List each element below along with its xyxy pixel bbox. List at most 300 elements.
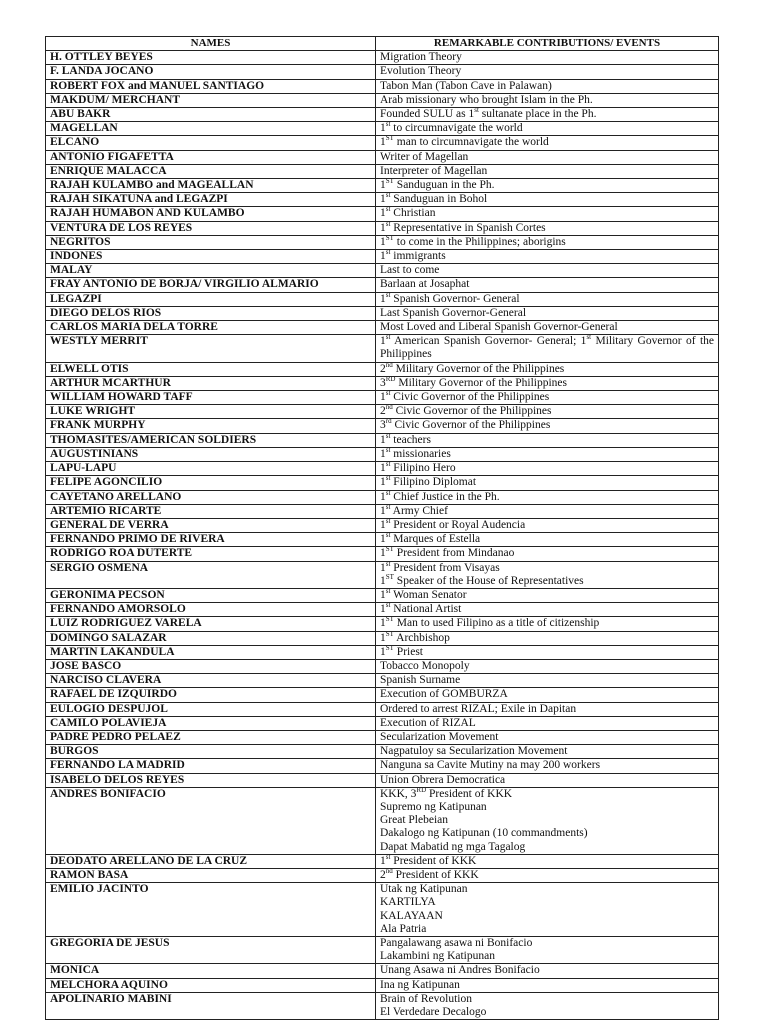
contribution-text: 1: [380, 433, 386, 446]
contribution-line: [380, 814, 714, 827]
contribution-text: Brain of Revolution: [380, 992, 472, 1005]
ordinal-suffix: st: [385, 447, 391, 455]
table-row: [46, 883, 719, 937]
contribution-cell: [376, 51, 719, 65]
contribution-cell: [376, 264, 719, 278]
contribution-text: 1: [380, 547, 386, 560]
contribution-text: 1: [380, 645, 386, 658]
contribution-text: Archbishop: [393, 631, 450, 644]
contribution-text: 1: [380, 518, 386, 531]
contribution-text: Army Chief: [390, 504, 448, 517]
contribution-line: [380, 419, 714, 432]
contribution-text: Tabon Man (Tabon Cave in Palawan): [380, 79, 552, 92]
contribution-text: teachers: [390, 433, 431, 446]
contribution-text: President or Royal Audencia: [390, 518, 526, 531]
contribution-line: [380, 278, 714, 291]
contribution-line: [380, 964, 714, 977]
contribution-line: [380, 562, 714, 575]
contribution-line: [380, 937, 714, 950]
table-row: [46, 631, 719, 645]
person-name: MAGELLAN: [46, 122, 376, 136]
ordinal-suffix: st: [586, 334, 592, 342]
table-row: [46, 937, 719, 964]
ordinal-suffix: ST: [385, 178, 394, 186]
contribution-cell: [376, 250, 719, 264]
contribution-cell: [376, 617, 719, 631]
person-name: WESTLY MERRIT: [46, 335, 376, 362]
contribution-text: Execution of RIZAL: [380, 716, 476, 729]
contribution-text: Barlaan at Josaphat: [380, 278, 470, 291]
contribution-text: Unang Asawa ni Andres Bonifacio: [380, 964, 540, 977]
ordinal-suffix: st: [385, 854, 391, 861]
table-row: [46, 490, 719, 504]
table-row: [46, 150, 719, 164]
ordinal-suffix: ST: [385, 645, 394, 652]
contribution-text: 1: [380, 250, 386, 263]
ordinal-suffix: st: [385, 292, 391, 299]
contribution-line: [380, 688, 714, 701]
contribution-cell: [376, 65, 719, 79]
contribution-cell: [376, 362, 719, 376]
contribution-text: missionaries: [390, 447, 451, 460]
table-row: [46, 306, 719, 320]
table-row: [46, 547, 719, 561]
person-name: RAJAH KULAMBO and MAGEALLAN: [46, 179, 376, 193]
contribution-cell: [376, 730, 719, 744]
contribution-cell: [376, 504, 719, 518]
table-row: [46, 207, 719, 221]
person-name: GENERAL DE VERRA: [46, 518, 376, 532]
contribution-line: [380, 774, 714, 787]
contribution-cell: [376, 773, 719, 787]
contribution-cell: [376, 391, 719, 405]
header-names: NAMES: [46, 37, 376, 51]
contribution-cell: [376, 659, 719, 673]
person-name: LUKE WRIGHT: [46, 405, 376, 419]
contribution-text: 2: [380, 362, 386, 375]
contribution-cell: [376, 854, 719, 868]
ordinal-suffix: st: [385, 532, 391, 540]
contribution-text: 1: [380, 136, 386, 149]
contribution-text: Great Plebeian: [380, 814, 449, 827]
table-row: [46, 108, 719, 122]
contribution-text: to circumnavigate the world: [390, 122, 523, 135]
table-row: [46, 659, 719, 673]
contribution-cell: [376, 702, 719, 716]
person-name: RAJAH HUMABON AND KULAMBO: [46, 207, 376, 221]
person-name: RAMON BASA: [46, 868, 376, 882]
contribution-line: [380, 883, 714, 896]
table-row: [46, 51, 719, 65]
ordinal-suffix: st: [385, 334, 391, 342]
contribution-text: KARTILYA: [380, 896, 436, 909]
contribution-line: [380, 993, 714, 1006]
contribution-text: 2: [380, 868, 386, 881]
table-row: [46, 221, 719, 235]
contribution-text: El Verdedare Decalogo: [380, 1006, 487, 1019]
ordinal-suffix: ST: [385, 631, 394, 638]
contribution-text: Civic Governor of the Philippines: [390, 391, 550, 404]
contribution-text: man to circumnavigate the world: [393, 136, 549, 149]
contribution-text: 1: [380, 335, 386, 348]
person-name: ROBERT FOX and MANUEL SANTIAGO: [46, 79, 376, 93]
ordinal-suffix: st: [385, 249, 391, 257]
person-name: FERNANDO AMORSOLO: [46, 603, 376, 617]
contribution-line: [380, 603, 714, 616]
contribution-text: Ina ng Katipunan: [380, 978, 460, 991]
contribution-text: President from Visayas: [390, 561, 500, 574]
contribution-line: [380, 207, 714, 220]
contribution-line: [380, 674, 714, 687]
contribution-cell: [376, 476, 719, 490]
person-name: ELWELL OTIS: [46, 362, 376, 376]
contribution-cell: [376, 603, 719, 617]
contribution-text: Last to come: [380, 264, 440, 277]
contribution-line: [380, 855, 714, 868]
contribution-cell: [376, 419, 719, 433]
table-row: [46, 136, 719, 150]
table-row: [46, 702, 719, 716]
contribution-cell: [376, 179, 719, 193]
contribution-text: 1: [380, 391, 386, 404]
table-row: [46, 674, 719, 688]
ordinal-suffix: st: [385, 588, 391, 596]
person-name: RAFAEL DE IZQUIRDO: [46, 688, 376, 702]
contribution-text: American Spanish Governor- General; 1: [390, 335, 587, 348]
contribution-text: National Artist: [390, 603, 462, 616]
contribution-cell: [376, 278, 719, 292]
contribution-text: Migration Theory: [380, 51, 462, 64]
contribution-cell: [376, 150, 719, 164]
contribution-cell: [376, 376, 719, 390]
contribution-text: 1: [380, 292, 386, 305]
person-name: VENTURA DE LOS REYES: [46, 221, 376, 235]
contribution-text: Military Governor of the Philippines: [380, 335, 714, 361]
contribution-text: Sanduguan in Bohol: [390, 193, 488, 206]
person-name: FERNANDO PRIMO DE RIVERA: [46, 533, 376, 547]
ordinal-suffix: ST: [385, 572, 394, 581]
contribution-text: Filipino Diplomat: [390, 476, 477, 489]
contribution-line: [380, 660, 714, 673]
ordinal-suffix: ST: [385, 546, 394, 554]
contribution-line: [380, 179, 714, 192]
table-row: [46, 868, 719, 882]
person-name: ISABELO DELOS REYES: [46, 773, 376, 787]
contribution-line: [380, 646, 714, 659]
table-row: [46, 716, 719, 730]
contribution-cell: [376, 93, 719, 107]
contribution-text: 1: [380, 207, 386, 220]
person-name: CAYETANO ARELLANO: [46, 490, 376, 504]
contribution-line: [380, 434, 714, 447]
person-name: ENRIQUE MALACCA: [46, 164, 376, 178]
person-name: EULOGIO DESPUJOL: [46, 702, 376, 716]
table-row: [46, 65, 719, 79]
person-name: LUIZ RODRIGUEZ VARELA: [46, 617, 376, 631]
contribution-line: [380, 363, 714, 376]
contribution-line: [380, 151, 714, 164]
table-row: [46, 391, 719, 405]
contribution-text: 1: [380, 235, 386, 248]
contribution-line: [380, 222, 714, 235]
contribution-line: [380, 80, 714, 93]
person-name: ANDRES BONIFACIO: [46, 787, 376, 854]
person-name: SERGIO OSMENA: [46, 561, 376, 588]
ordinal-suffix: nd: [385, 404, 393, 412]
person-name: CARLOS MARIA DELA TORRE: [46, 321, 376, 335]
table-row: [46, 164, 719, 178]
contribution-cell: [376, 759, 719, 773]
contribution-text: 1: [380, 504, 386, 517]
contribution-text: Woman Senator: [390, 588, 467, 601]
contribution-cell: [376, 787, 719, 854]
contribution-cell: [376, 235, 719, 249]
contribution-line: [380, 547, 714, 560]
contribution-text: Speaker of the House of Representatives: [393, 574, 584, 587]
table-row: [46, 264, 719, 278]
contributions-table: [45, 36, 719, 1020]
contribution-line: [380, 572, 714, 588]
contribution-cell: [376, 490, 719, 504]
person-name: GERONIMA PECSON: [46, 588, 376, 602]
contribution-text: Dapat Mabatid ng mga Tagalog: [380, 840, 526, 853]
contribution-line: [380, 869, 714, 882]
table-row: [46, 433, 719, 447]
contribution-cell: [376, 688, 719, 702]
contribution-text: 1: [380, 574, 386, 587]
contribution-line: [380, 910, 714, 923]
contribution-text: Chief Justice in the Ph.: [390, 490, 500, 503]
table-row: [46, 787, 719, 854]
contribution-text: Nagpatuloy sa Secularization Movement: [380, 745, 568, 758]
person-name: ANTONIO FIGAFETTA: [46, 150, 376, 164]
contribution-line: [380, 136, 714, 149]
person-name: LAPU-LAPU: [46, 462, 376, 476]
table-row: [46, 405, 719, 419]
contribution-line: [380, 250, 714, 263]
table-row: [46, 759, 719, 773]
table-row: [46, 854, 719, 868]
contribution-text: Tobacco Monopoly: [380, 659, 470, 672]
contribution-text: President of KKK: [426, 787, 513, 800]
contribution-text: 2: [380, 405, 386, 418]
contribution-line: [380, 94, 714, 107]
contribution-cell: [376, 79, 719, 93]
person-name: ARTHUR MCARTHUR: [46, 376, 376, 390]
contribution-cell: [376, 306, 719, 320]
person-name: AUGUSTINIANS: [46, 447, 376, 461]
contribution-text: Union Obrera Democratica: [380, 773, 506, 786]
table-header-row: [46, 37, 719, 51]
person-name: RAJAH SIKATUNA and LEGAZPI: [46, 193, 376, 207]
contribution-text: Military Governor of the Philippines: [395, 376, 568, 389]
contribution-text: Ala Patria: [380, 922, 427, 935]
person-name: CAMILO POLAVIEJA: [46, 716, 376, 730]
table-row: [46, 462, 719, 476]
contribution-cell: [376, 631, 719, 645]
person-name: THOMASITES/AMERICAN SOLDIERS: [46, 433, 376, 447]
contribution-text: 1: [380, 854, 386, 867]
ordinal-suffix: st: [385, 490, 391, 497]
ordinal-suffix: st: [385, 561, 391, 568]
contribution-text: Supremo ng Katipunan: [380, 800, 487, 813]
contribution-line: [380, 448, 714, 461]
table-row: [46, 745, 719, 759]
ordinal-suffix: rd: [385, 418, 392, 426]
ordinal-suffix: st: [385, 206, 391, 214]
person-name: INDONES: [46, 250, 376, 264]
table-row: [46, 504, 719, 518]
contribution-text: 1: [380, 561, 386, 574]
contribution-text: sultanate place in the Ph.: [478, 108, 597, 121]
contribution-line: [380, 462, 714, 475]
person-name: MALAY: [46, 264, 376, 278]
contribution-cell: [376, 207, 719, 221]
contribution-text: 3: [380, 376, 386, 389]
contribution-line: [380, 165, 714, 178]
person-name: DOMINGO SALAZAR: [46, 631, 376, 645]
contribution-cell: [376, 405, 719, 419]
person-name: WILLIAM HOWARD TAFF: [46, 391, 376, 405]
contribution-cell: [376, 164, 719, 178]
ordinal-suffix: st: [385, 602, 391, 610]
contribution-text: 1: [380, 476, 386, 489]
contribution-cell: [376, 193, 719, 207]
contribution-line: [380, 377, 714, 390]
contribution-text: Christian: [390, 207, 436, 220]
contribution-text: Filipino Hero: [390, 462, 456, 475]
contribution-line: [380, 632, 714, 645]
contribution-text: Evolution Theory: [380, 65, 462, 78]
contribution-line: [380, 533, 714, 546]
contribution-cell: [376, 136, 719, 150]
contribution-text: Sanduguan in the Ph.: [393, 179, 495, 192]
contribution-line: [380, 264, 714, 277]
table-row: [46, 518, 719, 532]
contribution-text: 1: [380, 462, 386, 475]
table-row: [46, 79, 719, 93]
table-row: [46, 561, 719, 588]
contribution-line: [380, 519, 714, 532]
contribution-cell: [376, 518, 719, 532]
contribution-cell: [376, 433, 719, 447]
table-row: [46, 235, 719, 249]
contribution-cell: [376, 588, 719, 602]
table-row: [46, 278, 719, 292]
ordinal-suffix: st: [385, 121, 391, 129]
contribution-text: Nanguna sa Cavite Mutiny na may 200 workers: [380, 759, 601, 772]
person-name: ABU BAKR: [46, 108, 376, 122]
ordinal-suffix: nd: [385, 868, 393, 876]
contribution-text: President from Mindanao: [393, 547, 515, 560]
ordinal-suffix: RD: [416, 787, 427, 794]
person-name: MELCHORA AQUINO: [46, 978, 376, 992]
contribution-line: [380, 51, 714, 64]
table-row: [46, 730, 719, 744]
contribution-text: Spanish Surname: [380, 674, 461, 687]
contribution-text: Most Loved and Liberal Spanish Governor-General: [380, 321, 618, 334]
contribution-text: Secularization Movement: [380, 730, 499, 743]
person-name: F. LANDA JOCANO: [46, 65, 376, 79]
contribution-cell: [376, 108, 719, 122]
contribution-cell: [376, 674, 719, 688]
ordinal-suffix: st: [385, 433, 391, 440]
contribution-text: Lakambini ng Katipunan: [380, 950, 495, 963]
contribution-line: [380, 731, 714, 744]
person-name: EMILIO JACINTO: [46, 883, 376, 937]
contribution-text: 1: [380, 447, 386, 460]
contribution-text: Utak ng Katipunan: [380, 883, 468, 896]
contribution-cell: [376, 561, 719, 588]
table-row: [46, 978, 719, 992]
table-row: [46, 193, 719, 207]
person-name: NEGRITOS: [46, 235, 376, 249]
contribution-cell: [376, 978, 719, 992]
table-row: [46, 321, 719, 335]
contribution-line: [380, 950, 714, 963]
table-row: [46, 250, 719, 264]
contribution-line: [380, 293, 714, 306]
contribution-text: President of KKK: [390, 854, 477, 867]
table-row: [46, 419, 719, 433]
contribution-line: [380, 717, 714, 730]
contribution-text: Marques of Estella: [390, 533, 481, 546]
contribution-line: [380, 108, 714, 121]
person-name: PADRE PEDRO PELAEZ: [46, 730, 376, 744]
table-row: [46, 447, 719, 461]
contribution-text: President of KKK: [392, 868, 479, 881]
contribution-cell: [376, 447, 719, 461]
contribution-text: Representative in Spanish Cortes: [390, 221, 546, 234]
contribution-cell: [376, 122, 719, 136]
person-name: H. OTTLEY BEYES: [46, 51, 376, 65]
contribution-cell: [376, 462, 719, 476]
ordinal-suffix: st: [385, 192, 391, 200]
person-name: ELCANO: [46, 136, 376, 150]
contribution-text: Man to used Filipino as a title of citizenship: [393, 617, 600, 630]
contribution-text: Pangalawang asawa ni Bonifacio: [380, 937, 533, 949]
contribution-line: [380, 236, 714, 249]
person-name: LEGAZPI: [46, 292, 376, 306]
table-row: [46, 688, 719, 702]
person-name: NARCISO CLAVERA: [46, 674, 376, 688]
document-page: [45, 36, 718, 1020]
table-row: [46, 335, 719, 362]
table-row: [46, 645, 719, 659]
contribution-text: 1: [380, 603, 386, 616]
table-row: [46, 476, 719, 490]
contribution-cell: [376, 547, 719, 561]
table-row: [46, 362, 719, 376]
contribution-text: 1: [380, 588, 386, 601]
contribution-line: [380, 759, 714, 772]
header-contributions: REMARKABLE CONTRIBUTIONS/ EVENTS: [376, 37, 719, 51]
contribution-line: [380, 923, 714, 936]
contribution-line: [380, 65, 714, 78]
contribution-cell: [376, 533, 719, 547]
contribution-line: [380, 405, 714, 418]
table-row: [46, 179, 719, 193]
table-row: [46, 617, 719, 631]
table-row: [46, 376, 719, 390]
contribution-line: [380, 745, 714, 758]
contribution-text: Military Governor of the Philippines: [392, 362, 565, 375]
contribution-cell: [376, 335, 719, 362]
contribution-cell: [376, 292, 719, 306]
contribution-text: Spanish Governor- General: [390, 292, 520, 305]
ordinal-suffix: st: [385, 504, 391, 511]
contribution-cell: [376, 992, 719, 1019]
